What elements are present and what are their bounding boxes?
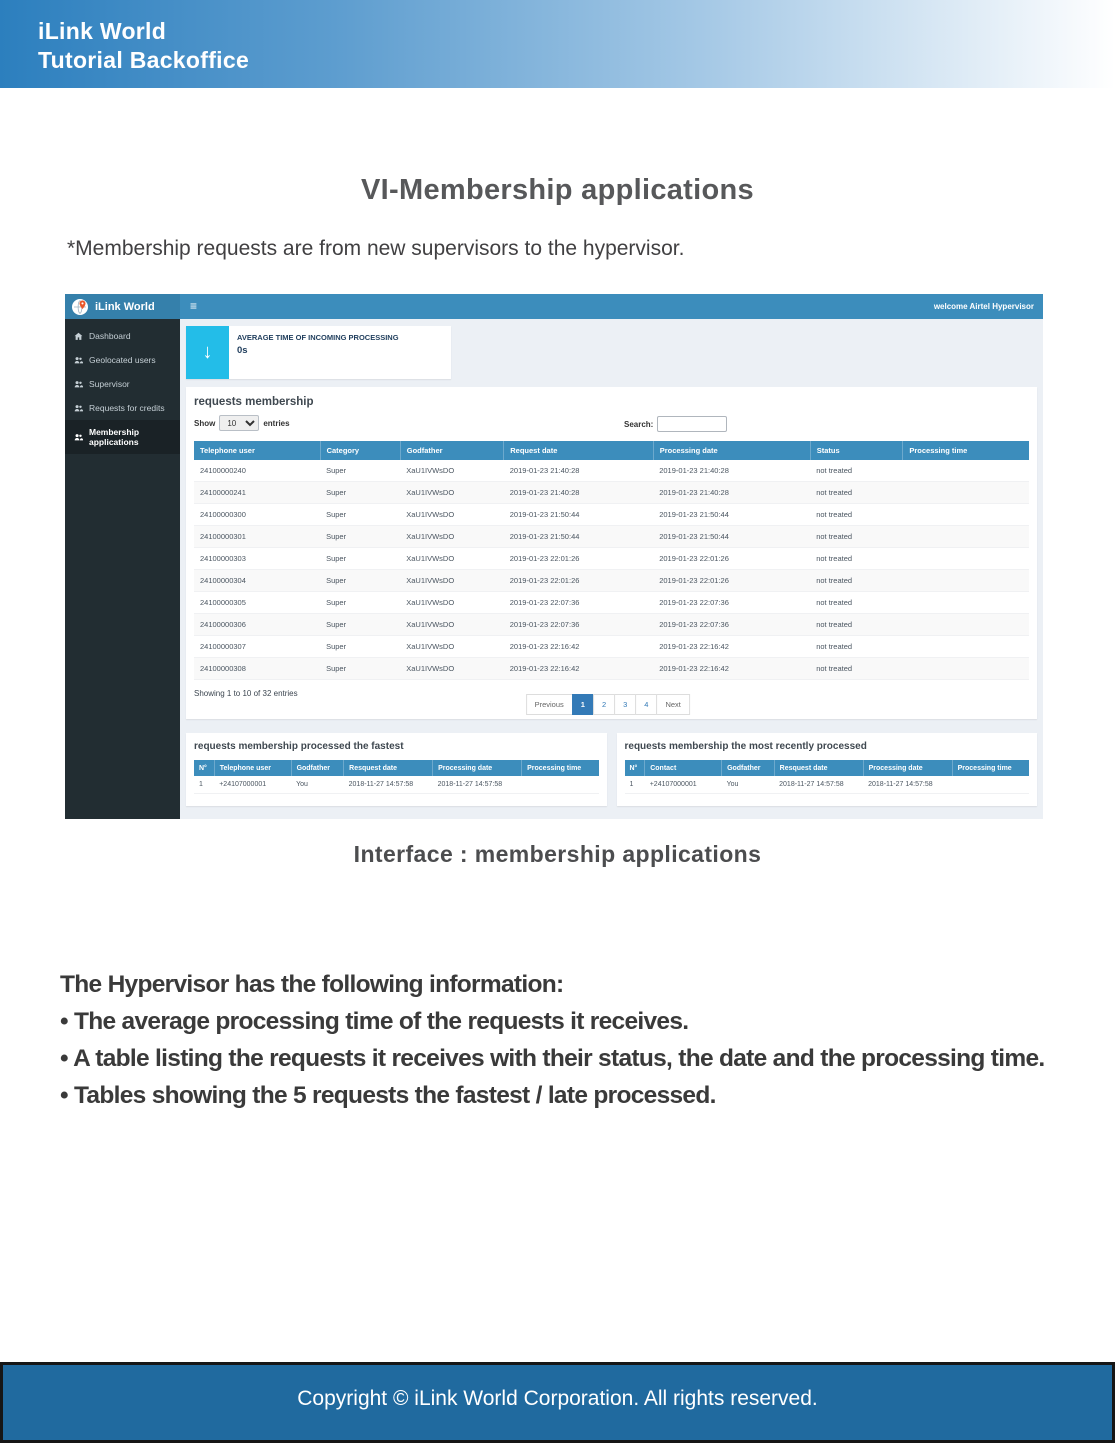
table-cell: 2019-01-23 22:07:36 bbox=[504, 614, 653, 636]
sidebar-item-requests-for-credits[interactable] bbox=[65, 396, 180, 420]
table-cell bbox=[903, 614, 1029, 636]
fastest-processed-table bbox=[194, 760, 599, 794]
table-cell: 2019-01-23 22:16:42 bbox=[504, 636, 653, 658]
table-cell: XaU1IVWsDO bbox=[400, 570, 504, 592]
sidebar-item-label: Geolocated users bbox=[89, 355, 156, 365]
column-header: Resquest date bbox=[344, 760, 433, 776]
table-cell: You bbox=[291, 776, 344, 794]
average-time-info-box bbox=[186, 326, 451, 379]
table-cell: 24100000306 bbox=[194, 614, 320, 636]
sidebar-item-supervisor[interactable] bbox=[65, 372, 180, 396]
table-cell: 2018-11-27 14:57:58 bbox=[863, 776, 952, 794]
header-line-1: iLink World bbox=[38, 18, 167, 44]
sidebar-item-membership-applications[interactable] bbox=[65, 420, 180, 454]
show-label: Show bbox=[194, 418, 216, 428]
column-header: Godfather bbox=[400, 441, 504, 460]
globe-pin-icon bbox=[72, 299, 88, 315]
table-cell: XaU1IVWsDO bbox=[400, 636, 504, 658]
table-cell: XaU1IVWsDO bbox=[400, 482, 504, 504]
body-text bbox=[60, 971, 1115, 1110]
datatable-controls bbox=[194, 415, 1029, 441]
table-cell bbox=[952, 776, 1029, 794]
table-cell bbox=[903, 592, 1029, 614]
app-body bbox=[65, 319, 1043, 819]
pagination-next-button[interactable]: Next bbox=[656, 694, 689, 715]
table-cell: Super bbox=[320, 526, 400, 548]
down-arrow-icon: ↓ bbox=[186, 326, 229, 379]
panel-title: requests membership bbox=[194, 396, 314, 408]
page-note: *Membership requests are from new supervisors to the hypervisor. bbox=[67, 237, 685, 260]
table-cell: not treated bbox=[810, 658, 903, 680]
table-cell: XaU1IVWsDO bbox=[400, 592, 504, 614]
table-cell bbox=[903, 460, 1029, 482]
requests-table bbox=[194, 441, 1029, 680]
table-row bbox=[194, 526, 1029, 548]
table-cell bbox=[903, 548, 1029, 570]
column-header: Resquest date bbox=[774, 760, 863, 776]
showing-entries-label: Showing 1 to 10 of 32 entries bbox=[194, 689, 298, 698]
table-cell: not treated bbox=[810, 636, 903, 658]
pagination-page-1-button[interactable]: 1 bbox=[572, 694, 594, 715]
table-cell: 24100000308 bbox=[194, 658, 320, 680]
table-cell bbox=[903, 482, 1029, 504]
entries-label: entries bbox=[263, 418, 290, 428]
table-cell: 2019-01-23 21:50:44 bbox=[653, 504, 810, 526]
app-main-content bbox=[180, 319, 1043, 819]
table-cell: 24100000304 bbox=[194, 570, 320, 592]
table-cell: Super bbox=[320, 482, 400, 504]
figure-caption: Interface : membership applications bbox=[353, 841, 762, 867]
recently-processed-panel bbox=[617, 733, 1038, 806]
table-cell: Super bbox=[320, 592, 400, 614]
table-cell bbox=[903, 636, 1029, 658]
requests-table-body bbox=[194, 460, 1029, 680]
table-cell bbox=[903, 504, 1029, 526]
body-bullet-1: • The average processing time of the requests it receives. bbox=[60, 1008, 689, 1035]
panel-title: requests membership processed the fastest bbox=[194, 741, 404, 752]
table-cell: Super bbox=[320, 636, 400, 658]
table-cell: 2019-01-23 22:07:36 bbox=[504, 592, 653, 614]
body-intro: The Hypervisor has the following information: bbox=[60, 971, 564, 998]
document-footer bbox=[0, 1362, 1115, 1443]
column-header: Processing date bbox=[433, 760, 522, 776]
table-row bbox=[194, 482, 1029, 504]
search-label: Search: bbox=[624, 419, 654, 429]
app-topbar bbox=[65, 294, 1043, 319]
backoffice-screenshot bbox=[65, 294, 1043, 819]
document-header bbox=[0, 0, 1115, 88]
recently-processed-table bbox=[625, 760, 1030, 794]
table-cell: not treated bbox=[810, 570, 903, 592]
table-row bbox=[194, 776, 599, 794]
column-header: Telephone user bbox=[194, 441, 320, 460]
table-cell: +24107000001 bbox=[645, 776, 722, 794]
table-row bbox=[625, 776, 1030, 794]
table-cell: 2019-01-23 21:40:28 bbox=[504, 460, 653, 482]
table-cell: 2019-01-23 22:16:42 bbox=[653, 636, 810, 658]
body-bullet-3: • Tables showing the 5 requests the fastest / late processed. bbox=[60, 1082, 716, 1109]
table-header-row bbox=[194, 760, 599, 776]
dashboard-icon bbox=[74, 332, 83, 341]
table-cell: 24100000303 bbox=[194, 548, 320, 570]
brand-label: iLink World bbox=[95, 300, 155, 313]
table-cell: Super bbox=[320, 460, 400, 482]
table-cell: Super bbox=[320, 548, 400, 570]
sidebar-item-dashboard[interactable] bbox=[65, 324, 180, 348]
column-header: Processing time bbox=[952, 760, 1029, 776]
requests-membership-panel bbox=[186, 387, 1037, 719]
table-cell: +24107000001 bbox=[214, 776, 291, 794]
table-cell: XaU1IVWsDO bbox=[400, 548, 504, 570]
pagination-page-2-button[interactable]: 2 bbox=[593, 694, 615, 715]
panel-title: requests membership the most recently processed bbox=[624, 741, 867, 752]
table-cell: 2019-01-23 22:07:36 bbox=[653, 614, 810, 636]
welcome-user-label: welcome Airtel Hypervisor bbox=[933, 302, 1034, 311]
pagination-page-4-button[interactable]: 4 bbox=[635, 694, 657, 715]
table-cell: 24100000300 bbox=[194, 504, 320, 526]
table-cell: 2019-01-23 21:50:44 bbox=[504, 526, 653, 548]
column-header: Processing date bbox=[653, 441, 810, 460]
table-cell: Super bbox=[320, 614, 400, 636]
column-header: Godfather bbox=[291, 760, 344, 776]
body-bullet-2: • A table listing the requests it receives with their status, the date and the processing time. bbox=[60, 1045, 1045, 1072]
table-cell: not treated bbox=[810, 504, 903, 526]
table-cell: XaU1IVWsDO bbox=[400, 658, 504, 680]
table-cell: 2019-01-23 22:01:26 bbox=[504, 570, 653, 592]
pagination bbox=[527, 694, 690, 715]
column-header: Processing time bbox=[903, 441, 1029, 460]
table-cell: not treated bbox=[810, 614, 903, 636]
menu-toggle-icon[interactable]: ≡ bbox=[190, 299, 198, 313]
table-cell: 2019-01-23 21:50:44 bbox=[653, 526, 810, 548]
copyright-text: Copyright © iLink World Corporation. All rights reserved. bbox=[297, 1387, 818, 1410]
table-cell: 2019-01-23 21:40:28 bbox=[653, 482, 810, 504]
table-cell: Super bbox=[320, 658, 400, 680]
datatable-footer bbox=[194, 689, 1029, 725]
table-row bbox=[194, 636, 1029, 658]
table-cell: not treated bbox=[810, 592, 903, 614]
table-cell: 2019-01-23 22:07:36 bbox=[653, 592, 810, 614]
table-cell: 1 bbox=[625, 776, 645, 794]
sidebar-item-label: Supervisor bbox=[89, 379, 130, 389]
users-icon bbox=[74, 404, 83, 413]
column-header: N° bbox=[194, 760, 214, 776]
table-cell: not treated bbox=[810, 482, 903, 504]
fastest-table-body bbox=[194, 776, 599, 794]
table-row bbox=[194, 504, 1029, 526]
table-cell bbox=[903, 526, 1029, 548]
table-cell: XaU1IVWsDO bbox=[400, 614, 504, 636]
table-cell: 24100000301 bbox=[194, 526, 320, 548]
table-cell: XaU1IVWsDO bbox=[400, 526, 504, 548]
app-sidebar bbox=[65, 319, 180, 819]
table-cell: 2019-01-23 22:01:26 bbox=[653, 548, 810, 570]
pagination-page-3-button[interactable]: 3 bbox=[614, 694, 636, 715]
table-cell bbox=[522, 776, 599, 794]
table-row bbox=[194, 658, 1029, 680]
bottom-panels-row bbox=[186, 733, 1037, 806]
table-cell: 24100000307 bbox=[194, 636, 320, 658]
table-cell: 2018-11-27 14:57:58 bbox=[774, 776, 863, 794]
table-row bbox=[194, 570, 1029, 592]
column-header: Processing date bbox=[863, 760, 952, 776]
table-row bbox=[194, 548, 1029, 570]
recent-table-body bbox=[625, 776, 1030, 794]
info-box-label: AVERAGE TIME OF INCOMING PROCESSING bbox=[237, 333, 399, 342]
app-logo[interactable] bbox=[65, 294, 180, 319]
table-cell: 2019-01-23 22:01:26 bbox=[653, 570, 810, 592]
table-header-row bbox=[625, 760, 1030, 776]
page-size-select[interactable] bbox=[219, 415, 259, 431]
table-cell: XaU1IVWsDO bbox=[400, 504, 504, 526]
sidebar-item-label: Requests for credits bbox=[89, 403, 165, 413]
table-cell bbox=[903, 570, 1029, 592]
column-header: Telephone user bbox=[214, 760, 291, 776]
table-row bbox=[194, 592, 1029, 614]
table-cell: 2019-01-23 22:16:42 bbox=[653, 658, 810, 680]
column-header: Category bbox=[320, 441, 400, 460]
sidebar-item-label: Membership applications bbox=[89, 427, 140, 447]
table-cell: 2018-11-27 14:57:58 bbox=[344, 776, 433, 794]
table-cell: 2019-01-23 21:50:44 bbox=[504, 504, 653, 526]
search-input[interactable] bbox=[657, 416, 727, 432]
sidebar-item-geolocated-users[interactable] bbox=[65, 348, 180, 372]
table-cell: 24100000241 bbox=[194, 482, 320, 504]
table-row bbox=[194, 614, 1029, 636]
table-cell: not treated bbox=[810, 548, 903, 570]
pagination-previous-button[interactable]: Previous bbox=[526, 694, 573, 715]
users-icon bbox=[74, 356, 83, 365]
column-header: Status bbox=[810, 441, 903, 460]
table-cell: Super bbox=[320, 504, 400, 526]
table-header-row bbox=[194, 441, 1029, 460]
table-cell: 2019-01-23 22:01:26 bbox=[504, 548, 653, 570]
table-cell: Super bbox=[320, 570, 400, 592]
sidebar-item-label: Dashboard bbox=[89, 331, 131, 341]
table-cell: 24100000305 bbox=[194, 592, 320, 614]
column-header: Processing time bbox=[522, 760, 599, 776]
table-cell: not treated bbox=[810, 526, 903, 548]
column-header: Godfather bbox=[722, 760, 775, 776]
table-cell: not treated bbox=[810, 460, 903, 482]
info-box-value: 0s bbox=[237, 345, 248, 356]
users-icon bbox=[74, 380, 83, 389]
header-line-2: Tutorial Backoffice bbox=[38, 47, 250, 73]
column-header: N° bbox=[625, 760, 645, 776]
table-row bbox=[194, 460, 1029, 482]
column-header: Request date bbox=[504, 441, 653, 460]
table-cell: 2018-11-27 14:57:58 bbox=[433, 776, 522, 794]
page-title: VI-Membership applications bbox=[361, 174, 754, 206]
table-cell: 2019-01-23 22:16:42 bbox=[504, 658, 653, 680]
table-cell: 1 bbox=[194, 776, 214, 794]
table-cell bbox=[903, 658, 1029, 680]
users-icon bbox=[74, 433, 83, 442]
table-cell: 2019-01-23 21:40:28 bbox=[504, 482, 653, 504]
fastest-processed-panel bbox=[186, 733, 607, 806]
table-cell: 2019-01-23 21:40:28 bbox=[653, 460, 810, 482]
column-header: Contact bbox=[645, 760, 722, 776]
table-cell: XaU1IVWsDO bbox=[400, 460, 504, 482]
table-cell: 24100000240 bbox=[194, 460, 320, 482]
table-cell: You bbox=[722, 776, 775, 794]
